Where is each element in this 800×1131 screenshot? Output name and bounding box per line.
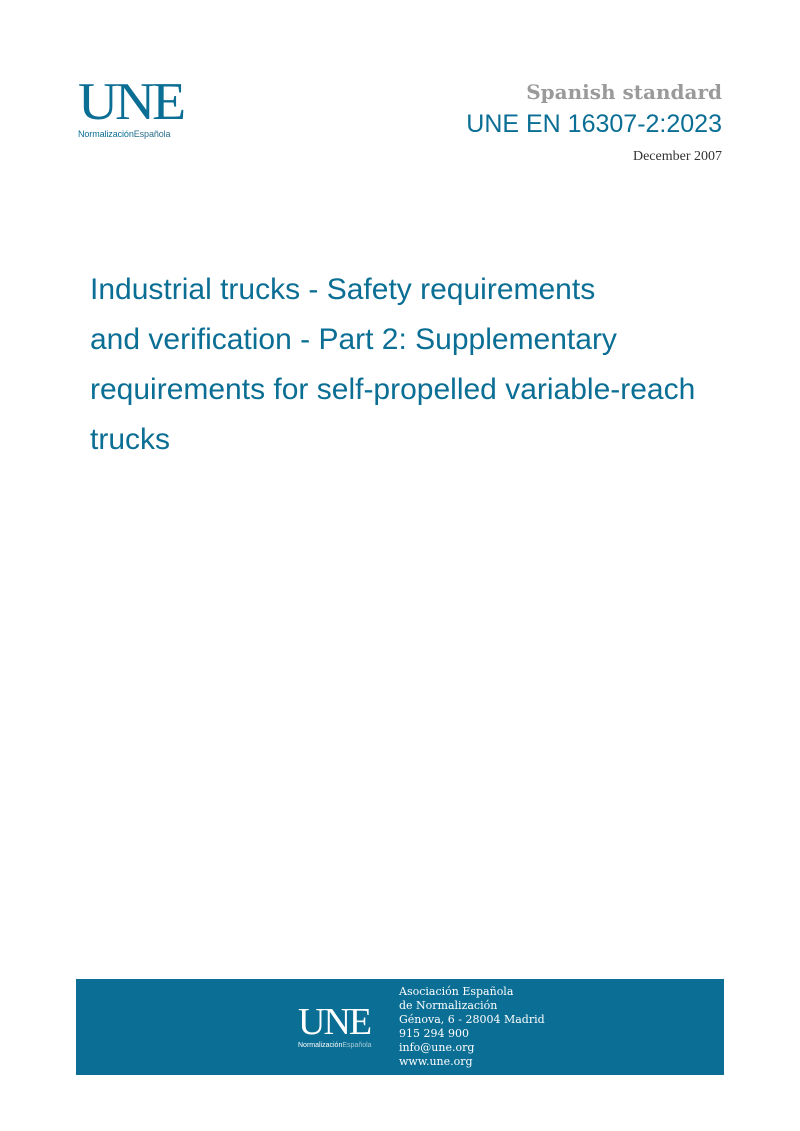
contact-info <box>399 985 545 1069</box>
footer-logo-mark: UNE <box>298 1001 371 1043</box>
contact-address: Génova, 6 - 28004 Madrid <box>399 1013 545 1026</box>
footer-logo-tagline-part2: Española <box>342 1042 372 1049</box>
standard-header <box>466 80 722 166</box>
footer-logo-tagline <box>298 1042 372 1049</box>
standard-code: UNE EN 16307-2:2023 <box>466 110 722 138</box>
standard-date: December 2007 <box>632 149 722 164</box>
title-line: and verification - Part 2: Supplementary <box>90 323 617 356</box>
logo-mark: UNE <box>78 73 183 131</box>
logo-tagline-part2: Española <box>133 129 171 139</box>
contact-email: info@une.org <box>399 1041 475 1054</box>
footer-logo-tagline-part1: Normalización <box>298 1042 343 1049</box>
une-logo <box>78 73 218 146</box>
footer-band <box>76 979 724 1075</box>
contact-org-line2: de Normalización <box>399 999 498 1012</box>
contact-website: www.une.org <box>399 1055 473 1068</box>
logo-tagline-part1: Normalización <box>78 129 134 139</box>
standard-label: Spanish standard <box>526 80 722 104</box>
document-title <box>90 265 780 465</box>
title-line: Industrial trucks - Safety requirements <box>90 273 596 306</box>
footer-logo <box>298 1003 372 1049</box>
contact-phone: 915 294 900 <box>399 1027 469 1040</box>
title-line: requirements for self-propelled variable-reach <box>90 373 696 406</box>
title-line: trucks <box>90 423 171 456</box>
contact-org-line1: Asociación Española <box>399 985 514 998</box>
